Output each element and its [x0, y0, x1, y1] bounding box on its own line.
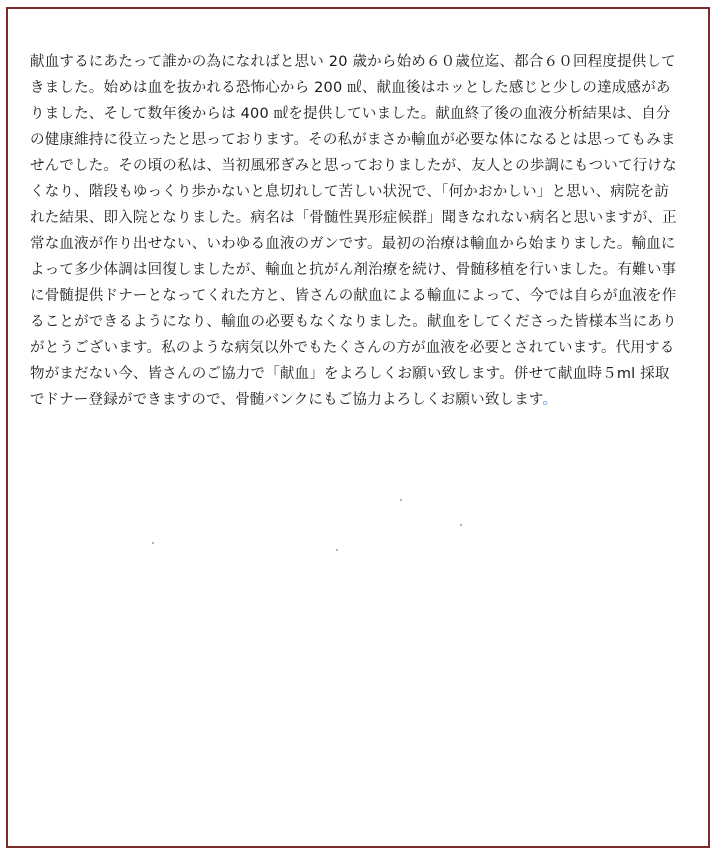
text-line: 常な血液が作り出せない、いわゆる血液のガンです。最初の治療は輸血から始まりました。輸血に [30, 236, 676, 252]
text-line-last [30, 387, 710, 413]
scan-speck [400, 499, 402, 501]
text-line: の健康維持に役立ったと思っております。その私がまさか輸血が必要な体になるとは思ってもみま [30, 132, 676, 148]
text-line: れた結果、即入院となりました。病名は「骨髄性異形症候群」聞きなれない病名と思いますが、正 [30, 210, 677, 226]
text-line: りました、そして数年後からは 400 ㎖を提供していました。献血終了後の血液分析結果は、自分 [30, 106, 671, 122]
text-line: せんでした。その頃の私は、当初風邪ぎみと思っておりましたが、友人との歩調にもついて行けな [30, 158, 677, 174]
text-line: よって多少体調は回復しましたが、輸血と抗がん剤治療を続け、骨髄移植を行いました。有難い事 [30, 262, 677, 278]
text-line: 献血するにあたって誰かの為になればと思い 20 歳から始め６０歳位迄、都合６０回程度提供して [30, 54, 676, 70]
text-line: 物がまだない今、皆さんのご協力で「献血」をよろしくお願い致します。併せて献血時５ml 採取 [30, 366, 670, 382]
text-line: くなり、階段もゆっくり歩かないと息切れして苦しい状況で、「何かおかしい」と思い、病院を訪 [30, 184, 670, 200]
end-mark: 。 [542, 392, 558, 408]
body-text [30, 49, 710, 413]
text-line: きました。始めは血を抜かれる恐怖心から 200 ㎖、献血後はホッとした感じと少しの達成感があ [30, 80, 671, 96]
scan-speck [460, 524, 462, 526]
text-line: がとうございます。私のような病気以外でもたくさんの方が血液を必要とされています。代用する [30, 340, 675, 356]
text-line: に骨髄提供ドナーとなってくれた方と、皆さんの献血による輸血によって、今では自らが血液を作 [30, 288, 677, 304]
scan-speck [336, 549, 338, 551]
document-frame [6, 7, 710, 848]
scan-speck [152, 542, 154, 544]
last-line-text: でドナー登録ができますので、骨髄バンクにもご協力よろしくお願い致します [30, 392, 543, 408]
text-line: ることができるようになり、輸血の必要もなくなりました。献血をしてくださった皆様本当にあり [30, 314, 677, 330]
